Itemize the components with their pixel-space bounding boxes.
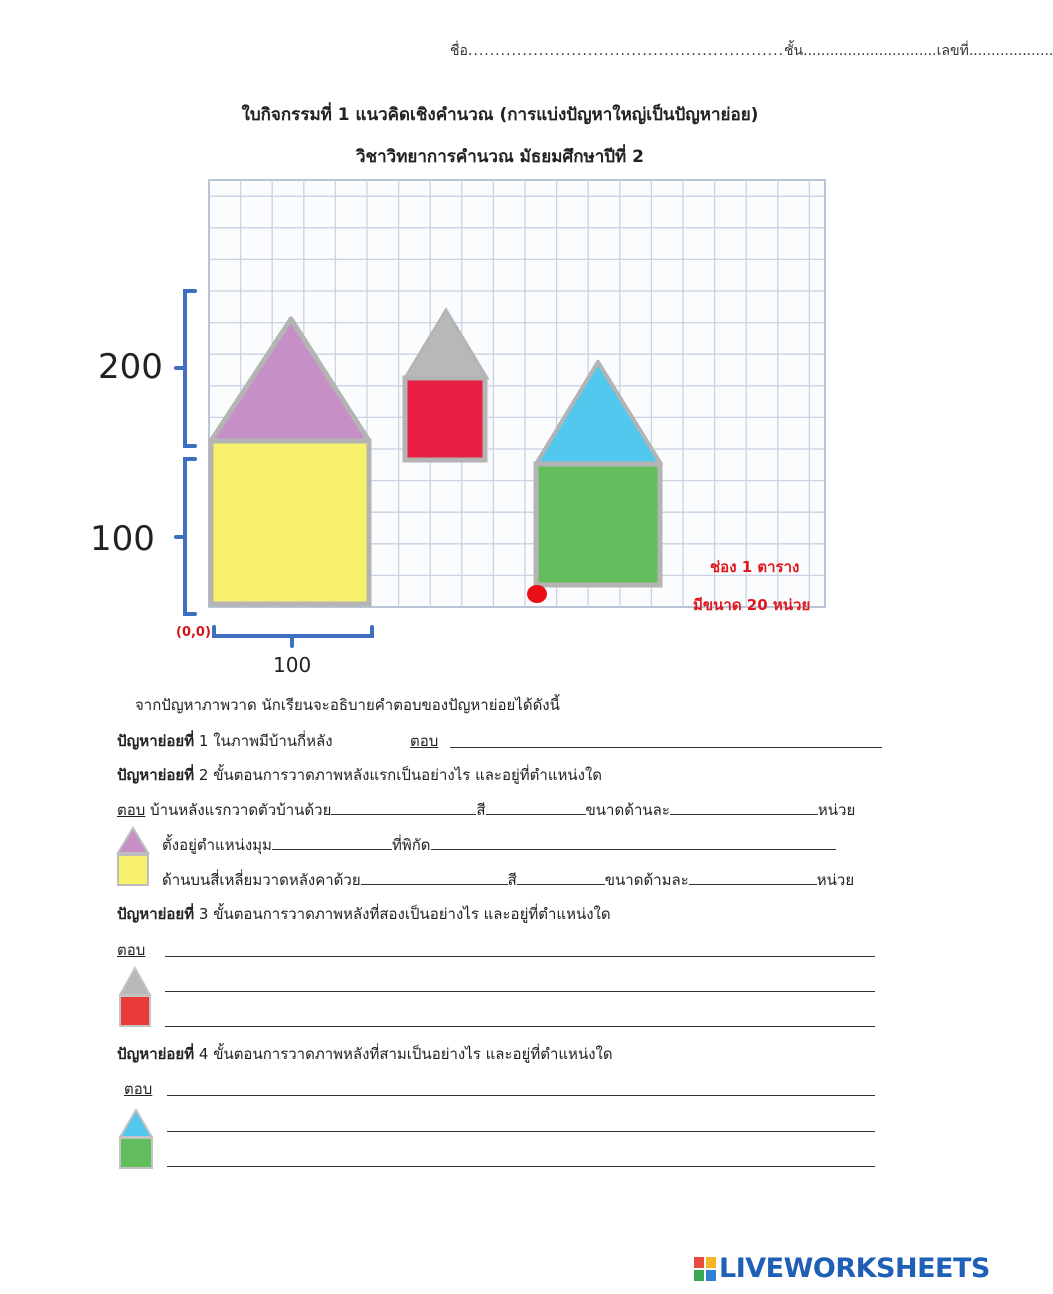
house2-thumbnail-icon <box>117 966 153 1028</box>
liveworksheets-logo <box>693 1253 990 1284</box>
q2-row3: ด้านบนสี่เหลี่ยมวาดหลังคาด้วย สี ขนาดด้ามละ หน่วย <box>162 871 855 889</box>
house3-body <box>536 464 660 585</box>
red-dot-marker <box>527 585 547 603</box>
q2-row2: ตั้งอยู่ตำแหน่งมุม ที่พิกัด <box>162 833 836 857</box>
liveworksheets-logo-text: LIVEWORKSHEETS <box>719 1253 990 1284</box>
q3-text: ขั้นตอนการวาดภาพหลังที่สองเป็นอย่างไร และอยู่ที่ตำแหน่งใด <box>213 905 611 923</box>
grid-note-line1: ช่อง 1 ตาราง <box>710 558 800 576</box>
q2-answer-label: ตอบ <box>117 801 146 819</box>
q2-corner-input[interactable] <box>305 832 425 852</box>
dimension-100-horizontal-label: 100 <box>273 653 312 677</box>
question-4: ปัญหาย่อยที่ 4 ขั้นตอนการวาดภาพหลังที่สามเป็นอย่างไร และอยู่ที่ตำแหน่งใด <box>117 1045 613 1063</box>
q2-roof-color-input[interactable] <box>535 867 623 887</box>
bracket-100-vertical <box>176 459 195 614</box>
number-label: เลขที่ <box>936 43 969 59</box>
q2-body-color-input[interactable] <box>508 797 608 817</box>
page-title: ใบกิจกรรมที่ 1 แนวคิดเชิงคำนวณ (การแบ่งปัญหาใหญ่เป็นปัญหาย่อย) <box>241 105 759 125</box>
grid-note-line2: มีขนาด 20 หน่วย <box>693 596 811 614</box>
name-label: ชื่อ <box>450 43 468 59</box>
question-2: ปัญหาย่อยที่ 2 ขั้นตอนการวาดภาพหลังแรกเป็นอย่างไร และอยู่ที่ตำแหน่งใด <box>117 766 603 784</box>
intro-text: จากปัญหาภาพวาด นักเรียนจะอธิบายคำตอบของปัญหาย่อยได้ดังนี้ <box>135 696 560 714</box>
q2-roof-shape-input[interactable] <box>375 867 521 887</box>
bracket-200 <box>176 291 195 446</box>
q1-label: ปัญหาย่อยที่ <box>117 732 195 750</box>
q4-answer-label: ตอบ <box>124 1080 153 1098</box>
house1-thumbnail-icon <box>116 826 150 888</box>
q2-body-shape-input[interactable] <box>350 797 494 817</box>
q2-text: ขั้นตอนการวาดภาพหลังแรกเป็นอย่างไร และอยู่ที่ตำแหน่งใด <box>213 766 603 784</box>
number-input[interactable] <box>880 36 962 56</box>
q4-text: ขั้นตอนการวาดภาพหลังที่สามเป็นอย่างไร และอยู่ที่ตำแหน่งใด <box>213 1045 613 1063</box>
class-label: ชั้น <box>784 43 804 59</box>
origin-label: (0,0) <box>176 625 211 640</box>
house1-body <box>211 441 369 604</box>
name-input[interactable] <box>470 36 714 56</box>
q2-body-size-input[interactable] <box>694 797 842 817</box>
q4-label: ปัญหาย่อยที่ <box>117 1045 195 1063</box>
q3-label: ปัญหาย่อยที่ <box>117 905 195 923</box>
q3-answer-input-1[interactable] <box>167 937 877 957</box>
q4-answer-input-3[interactable] <box>169 1147 877 1167</box>
bracket-100-horizontal <box>214 627 372 646</box>
house3-thumbnail-icon <box>117 1108 155 1170</box>
q3-answer-input-2[interactable] <box>167 972 877 992</box>
q4-answer-input-2[interactable] <box>169 1112 877 1132</box>
q2-row1: ตอบ บ้านหลังแรกวาดตัวบ้านด้วย สี ขนาดด้านละ หน่วย <box>117 801 856 819</box>
q2-roof-size-input[interactable] <box>712 867 840 887</box>
house-figure <box>0 170 1000 690</box>
q1-answer-input[interactable] <box>452 728 884 748</box>
question-1: ปัญหาย่อยที่ 1 ในภาพมีบ้านกี่หลัง <box>117 732 333 750</box>
header-name-field: ชื่อ..........................................................ชั้น..............................เลขที่................... <box>450 43 1053 59</box>
dimension-100-vertical-label: 100 <box>90 519 155 559</box>
q2-coordinate-input[interactable] <box>472 832 876 852</box>
q1-answer-label: ตอบ <box>410 732 439 750</box>
house2-body <box>405 378 485 460</box>
q4-answer-input-1[interactable] <box>169 1076 877 1096</box>
q2-label: ปัญหาย่อยที่ <box>117 766 195 784</box>
question-3: ปัญหาย่อยที่ 3 ขั้นตอนการวาดภาพหลังที่สองเป็นอย่างไร และอยู่ที่ตำแหน่งใด <box>117 905 611 923</box>
page-subtitle: วิชาวิทยาการคำนวณ มัธยมศึกษาปีที่ 2 <box>356 147 644 167</box>
q3-answer-input-3[interactable] <box>167 1007 877 1027</box>
q1-text: ในภาพมีบ้านกี่หลัง <box>213 732 333 750</box>
liveworksheets-logo-icon <box>693 1255 717 1283</box>
class-input[interactable] <box>735 36 844 56</box>
dimension-200-label: 200 <box>98 347 163 387</box>
q3-answer-label: ตอบ <box>117 941 146 959</box>
